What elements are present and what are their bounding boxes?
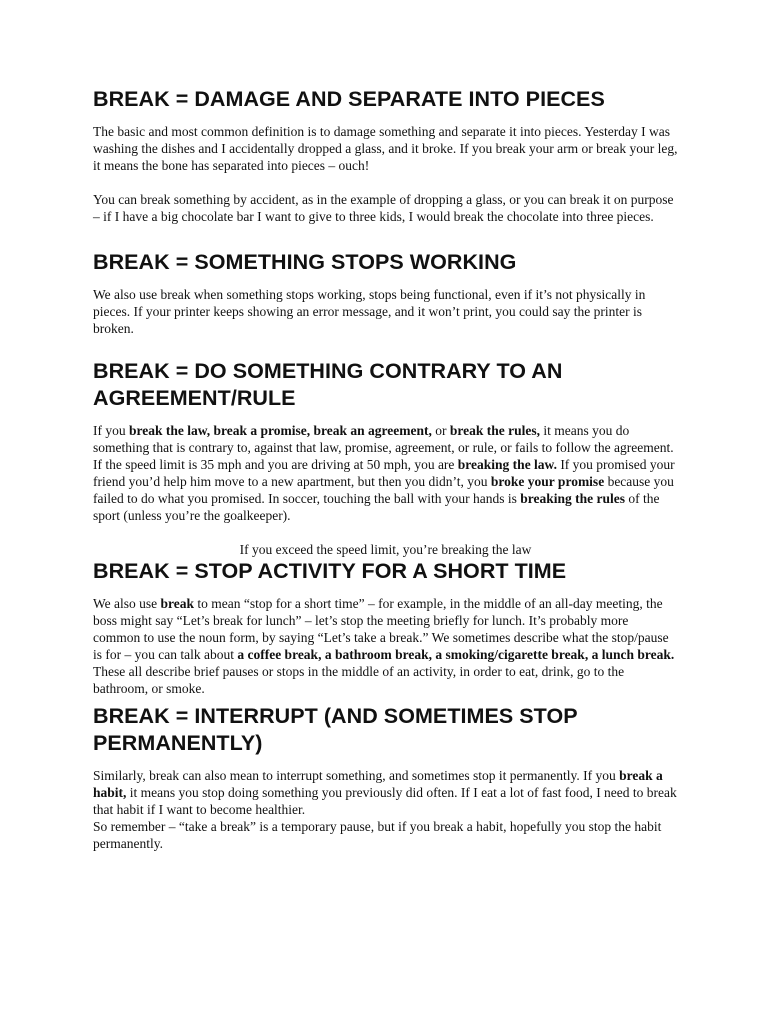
section-heading-interrupt: BREAK = INTERRUPT (AND SOMETIMES STOP PERMANENTLY) (93, 704, 578, 755)
section-gap (93, 225, 678, 249)
bold-phrase: breaking the law. (457, 457, 557, 472)
text-run: because you failed to do what you promised. In soccer, touching the ball with your hands is (93, 474, 674, 506)
text-run: or (431, 423, 450, 438)
text-run: it means you stop doing something you previously did often. If I eat a lot of fast food, I need to break that habit if I want to become healthier. (93, 785, 677, 817)
text-run: to mean “stop for a short time” – for example, in the middle of an all-day meeting, the boss might say “Let’s break for lunch” – let’s stop the meeting briefly for lunch. It’s probably more common to use the noun form, by saying “Let’s take a break.” We sometimes describe what the stop/pause is for – you can talk about (93, 596, 669, 662)
bold-phrase: break (160, 596, 195, 611)
text-run: If you (93, 423, 129, 438)
text-run: it means you do something that is contrary to, against that law, promise, agreement, or rule, or fails to follow the agreement. (93, 423, 674, 455)
text-run: Similarly, break can also mean to interrupt something, and sometimes stop it permanently. If you (93, 768, 620, 783)
paragraph-contrary-definition (93, 422, 678, 456)
text-run: We also use (93, 596, 161, 611)
bold-phrase: broke your promise (490, 474, 605, 489)
paragraph-spacer (93, 174, 678, 191)
paragraph-short-stop (93, 595, 678, 697)
caption-gap (93, 524, 678, 541)
paragraph-contrary-examples (93, 456, 678, 524)
bold-phrase: a coffee break, a bathroom break, a smoking/cigarette break, a lunch break. (237, 647, 675, 662)
image-caption: If you exceed the speed limit, you’re breaking the law (239, 542, 532, 557)
section-heading-short-stop: BREAK = STOP ACTIVITY FOR A SHORT TIME (93, 559, 567, 583)
bold-phrase: breaking the rules (520, 491, 626, 506)
text-run: These all describe brief pauses or stops in the middle of an activity, in order to eat, drink, go to the bathroom, or smoke. (93, 664, 625, 696)
bold-phrase: break the law, break a promise, break an agreement, (129, 423, 432, 438)
paragraph-interrupt (93, 767, 678, 818)
section-gap (93, 337, 678, 358)
bold-phrase: break a habit, (93, 768, 663, 800)
section-heading-contrary-rule: BREAK = DO SOMETHING CONTRARY TO AN AGREEMENT/RULE (93, 359, 563, 410)
text-run: If the speed limit is 35 mph and you are driving at 50 mph, you are (93, 457, 458, 472)
paragraph-stops-working: We also use break when something stops working, stops being functional, even if it’s not physically in pieces. If your printer keeps showing an error message, and it won’t print, you could say the printer is broken. (93, 287, 646, 336)
paragraph-damage-example: You can break something by accident, as in the example of dropping a glass, or you can break it on purpose – if I have a big chocolate bar I want to give to three kids, I would break the chocolate into three pieces. (93, 192, 674, 224)
section-heading-stops-working: BREAK = SOMETHING STOPS WORKING (93, 250, 517, 274)
text-run: of the sport (unless you’re the goalkeeper). (93, 491, 660, 523)
bold-phrase: break the rules, (449, 423, 540, 438)
section-heading-damage: BREAK = DAMAGE AND SEPARATE INTO PIECES (93, 87, 605, 111)
paragraph-summary: So remember – “take a break” is a temporary pause, but if you break a habit, hopefully you stop the habit permanently. (93, 819, 662, 851)
document-page (93, 86, 678, 852)
paragraph-damage-definition: The basic and most common definition is to damage something and separate it into pieces. Yesterday I was washing the dishes and I accidentally dropped a glass, and it broke. If you break your arm or break your leg, it means the bone has separated into pieces – ouch! (93, 124, 678, 173)
text-run: If you promised your friend you’d help him move to a new apartment, but then you didn’t, you (93, 457, 675, 489)
